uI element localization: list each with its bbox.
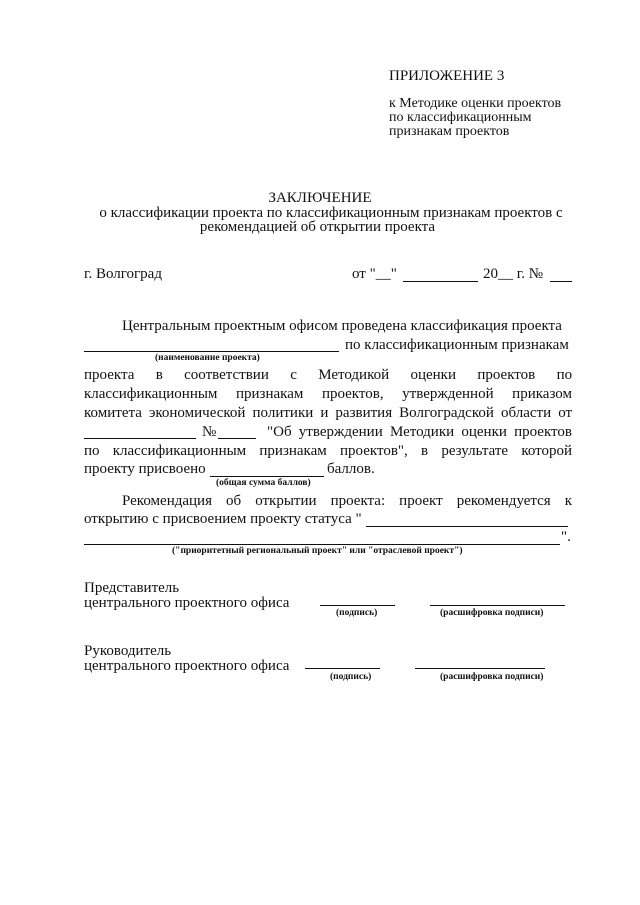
number-line [550, 281, 572, 282]
project-name-line [84, 351, 339, 352]
caption-status: ("приоритетный региональный проект" или "отраслевой проект") [172, 546, 463, 556]
date-month-line [403, 281, 478, 282]
signer-2-caption-decode: (расшифровка подписи) [440, 672, 544, 682]
appendix-line-3: признакам проектов [389, 124, 510, 139]
appendix-line-1: к Методике оценки проектов [389, 96, 562, 111]
p1-line-1: Центральным проектным офисом проведена классификация проекта [122, 318, 562, 334]
p1-line-8-head: проекту присвоено [84, 461, 206, 477]
status-line-1 [366, 526, 568, 527]
document-subtitle-2: рекомендацией об открытии проекта [199, 219, 436, 235]
document-title: ЗАКЛЮЧЕНИЕ [268, 190, 372, 206]
caption-project-name: (наименование проекта) [155, 353, 260, 363]
p1-line-4: классификационным признакам проектов, утвержденной приказом [84, 386, 572, 402]
p1-line-7: по классификационным признакам проектов", в результате которой [84, 443, 573, 459]
appendix-title: ПРИЛОЖЕНИЕ 3 [389, 68, 505, 84]
p1-line-5: комитета экономической политики и развития Волгоградской области от [84, 405, 573, 421]
order-date-line [84, 438, 196, 439]
document-subtitle-1: о классификации проекта по классификационным признакам проектов с [99, 205, 563, 221]
p1-line-6-tail: "Об утверждении Методики оценки проектов [267, 424, 572, 440]
signer-2-decode-line [415, 668, 545, 669]
order-number-sign: № [202, 424, 217, 440]
date-year: 20__ г. № [483, 266, 544, 282]
p1-line-3: проекта в соответствии с Методикой оценки проектов по [84, 367, 573, 383]
signer-1-caption-signature: (подпись) [336, 608, 378, 618]
signer-1-role-line-1: Представитель [84, 580, 180, 596]
date-from: от "__" [352, 266, 397, 282]
signer-1-signature-line [320, 605, 395, 606]
caption-total-score: (общая сумма баллов) [216, 478, 311, 488]
total-score-line [210, 476, 324, 477]
p1-line-8-tail: баллов. [327, 461, 375, 477]
appendix-line-2: по классификационным [389, 110, 532, 125]
signer-2-role-line-1: Руководитель [84, 643, 172, 659]
signer-1-decode-line [430, 605, 565, 606]
p2-line-2: открытию с присвоением проекту статуса " [84, 511, 362, 527]
order-number-line [218, 438, 256, 439]
p1-line-2-tail: по классификационным признакам [345, 337, 569, 353]
p2-line-1: Рекомендация об открытии проекта: проект рекомендуется к [122, 493, 573, 509]
signer-1-caption-decode: (расшифровка подписи) [440, 608, 544, 618]
signer-2-caption-signature: (подпись) [330, 672, 372, 682]
signer-1-role-line-2: центрального проектного офиса [84, 595, 290, 611]
status-line-2 [84, 544, 560, 545]
status-close-quote: ". [561, 529, 571, 545]
city: г. Волгоград [84, 266, 162, 282]
signer-2-role-line-2: центрального проектного офиса [84, 658, 290, 674]
signer-2-signature-line [305, 668, 380, 669]
